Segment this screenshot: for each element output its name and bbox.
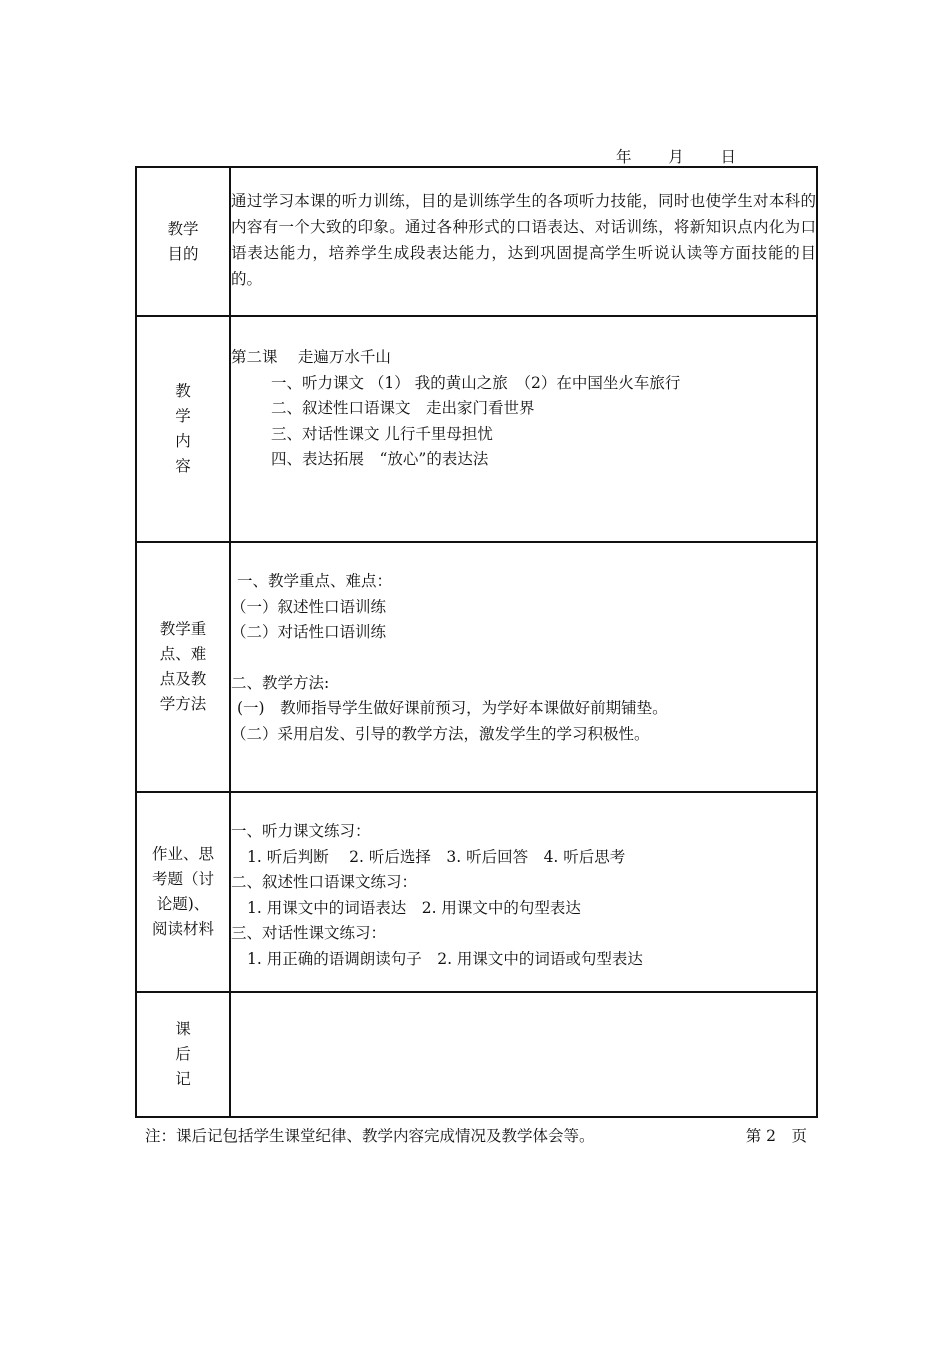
content-body — [230, 316, 817, 542]
content-label: 教 学 内 容 — [136, 316, 230, 542]
row-content — [136, 316, 817, 542]
homework-heading: 三、对话性课文练习： — [231, 924, 387, 942]
homework-label: 作业、思 考题（讨 论题)、 阅读材料 — [136, 792, 230, 992]
focus-label: 教学重 点、难 点及教 学方法 — [136, 542, 230, 792]
notes-label: 课 后 记 — [136, 992, 230, 1117]
purpose-content — [230, 167, 817, 316]
focus-item: （一）叙述性口语训练 — [231, 597, 387, 616]
row-purpose — [136, 167, 817, 316]
footer-note: 注：课后记包括学生课堂纪律、教学内容完成情况及教学体会等。 — [145, 1127, 595, 1145]
footer — [145, 1124, 807, 1144]
purpose-label: 教学 目的 — [136, 167, 230, 316]
homework-item: 1. 用课文中的词语表达 2. 用课文中的句型表达 — [247, 898, 581, 917]
date-month: 月 — [668, 148, 684, 166]
row-notes — [136, 992, 817, 1117]
date-line — [616, 145, 736, 165]
notes-body — [230, 992, 817, 1117]
method-heading: 二、教学方法: — [231, 673, 330, 692]
homework-item: 1. 用正确的语调朗读句子 2. 用课文中的词语或句型表达 — [247, 949, 643, 968]
purpose-text: 通过学习本课的听力训练，目的是训练学生的各项听力技能，同时也使学生对本科的内容有一个大致的印象。通过各种形式的口语表达、对话训练，将新知识点内化为口语表达能力，培养学生成段表达能力，达到巩固提高学生听说认读等方面技能的目的。 — [231, 191, 816, 288]
focus-heading: 一、教学重点、难点： — [237, 572, 393, 590]
homework-body — [230, 792, 817, 992]
lesson-plan-table — [135, 166, 818, 1118]
content-item: 一、听力课文 （1） 我的黄山之旅 （2）在中国坐火车旅行 — [271, 373, 681, 392]
content-item: 四、表达拓展 “放心”的表达法 — [271, 450, 489, 468]
focus-item: （二）对话性口语训练 — [231, 623, 387, 641]
homework-item: 1. 听后判断 2. 听后选择 3. 听后回答 4. 听后思考 — [247, 847, 626, 866]
homework-heading: 一、听力课文练习： — [231, 822, 371, 840]
content-item: 三、对话性课文 儿行千里母担忧 — [271, 424, 493, 443]
content-item: 二、叙述性口语课文 走出家门看世界 — [271, 399, 535, 417]
date-day: 日 — [720, 148, 736, 166]
method-item: (一) 教师指导学生做好课前预习，为学好本课做好前期铺垫。 — [237, 699, 668, 717]
lesson-title: 第二课 走遍万水千山 — [231, 348, 391, 366]
row-focus — [136, 542, 817, 792]
method-item: （二）采用启发、引导的教学方法，激发学生的学习积极性。 — [231, 724, 650, 743]
focus-body — [230, 542, 817, 792]
homework-heading: 二、叙述性口语课文练习： — [231, 873, 418, 891]
row-homework — [136, 792, 817, 992]
page-number: 第 2 页 — [745, 1127, 807, 1145]
date-year: 年 — [616, 148, 632, 166]
